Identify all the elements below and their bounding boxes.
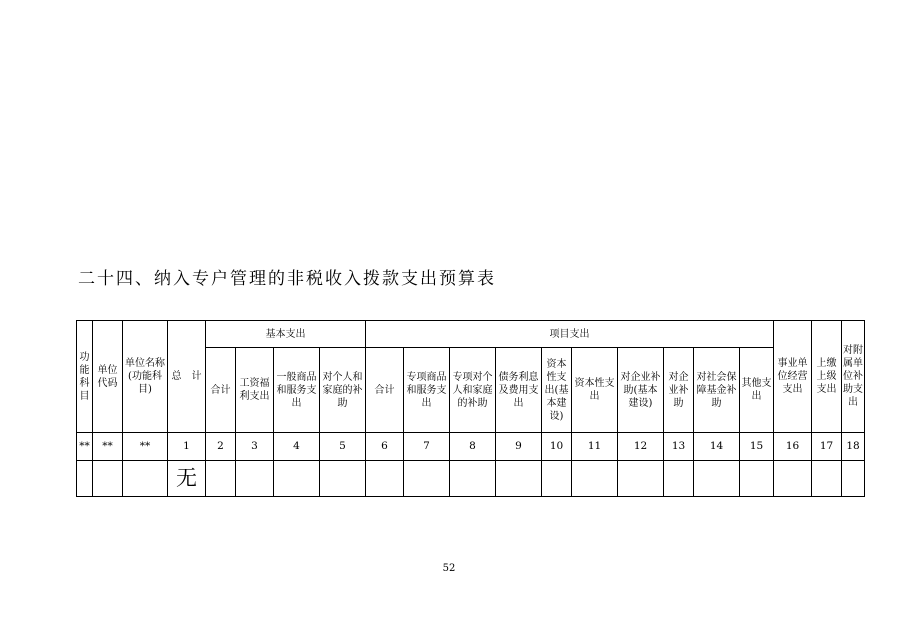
page-number: 52 xyxy=(442,563,456,574)
table-title: 二十四、纳入专户管理的非税收入拨款支出预算表 xyxy=(78,269,496,289)
index-cell: ** xyxy=(123,433,168,461)
data-cell xyxy=(236,461,274,497)
index-cell: ** xyxy=(93,433,123,461)
header-total: 总 计 xyxy=(168,321,206,433)
index-cell: 12 xyxy=(618,433,664,461)
data-cell xyxy=(812,461,842,497)
data-cell xyxy=(842,461,865,497)
header-project-col: 专项商品和服务支出 xyxy=(404,348,450,433)
data-cell xyxy=(93,461,123,497)
index-cell: ** xyxy=(77,433,93,461)
data-cell xyxy=(572,461,618,497)
header-project-col: 专项对个人和家庭的补助 xyxy=(450,348,496,433)
data-cell xyxy=(320,461,366,497)
index-cell: 11 xyxy=(572,433,618,461)
index-cell: 14 xyxy=(694,433,740,461)
index-cell: 9 xyxy=(496,433,542,461)
header-basic-col: 工资福利支出 xyxy=(236,348,274,433)
data-cell xyxy=(206,461,236,497)
header-basic-col: 合计 xyxy=(206,348,236,433)
index-cell: 10 xyxy=(542,433,572,461)
data-cell xyxy=(77,461,93,497)
data-cell xyxy=(694,461,740,497)
header-project-col: 对社会保障基金补助 xyxy=(694,348,740,433)
data-cell xyxy=(774,461,812,497)
header-project-col: 对企业补助 xyxy=(664,348,694,433)
header-upper: 上缴上级支出 xyxy=(812,321,842,433)
header-unit-code: 单位代码 xyxy=(93,321,123,433)
header-project-col: 合计 xyxy=(366,348,404,433)
index-cell: 6 xyxy=(366,433,404,461)
data-cell xyxy=(496,461,542,497)
data-cell-total: 无 xyxy=(168,461,206,497)
header-func-subject: 功能科目 xyxy=(77,321,93,433)
header-affiliated: 对附属单位补助支出 xyxy=(842,321,865,433)
index-cell: 3 xyxy=(236,433,274,461)
data-cell xyxy=(366,461,404,497)
data-cell xyxy=(740,461,774,497)
header-project: 项目支出 xyxy=(366,321,774,348)
data-cell xyxy=(274,461,320,497)
header-basic: 基本支出 xyxy=(206,321,366,348)
index-cell: 2 xyxy=(206,433,236,461)
header-project-col: 债务利息及费用支出 xyxy=(496,348,542,433)
header-project-col: 资本性支出 xyxy=(572,348,618,433)
data-cell xyxy=(450,461,496,497)
data-cell xyxy=(542,461,572,497)
index-cell: 13 xyxy=(664,433,694,461)
index-cell: 5 xyxy=(320,433,366,461)
header-project-col: 资本性支出(基本建设) xyxy=(542,348,572,433)
data-cell xyxy=(404,461,450,497)
index-cell: 4 xyxy=(274,433,320,461)
header-basic-col: 一般商品和服务支出 xyxy=(274,348,320,433)
header-project-col: 其他支出 xyxy=(740,348,774,433)
index-cell: 16 xyxy=(774,433,812,461)
index-cell: 7 xyxy=(404,433,450,461)
data-cell xyxy=(664,461,694,497)
data-cell xyxy=(123,461,168,497)
index-cell: 17 xyxy=(812,433,842,461)
header-business: 事业单位经营支出 xyxy=(774,321,812,433)
index-cell: 18 xyxy=(842,433,865,461)
data-cell xyxy=(618,461,664,497)
budget-table xyxy=(76,320,865,497)
index-cell: 15 xyxy=(740,433,774,461)
header-project-col: 对企业补助(基本建设) xyxy=(618,348,664,433)
index-cell: 1 xyxy=(168,433,206,461)
header-basic-col: 对个人和家庭的补助 xyxy=(320,348,366,433)
index-cell: 8 xyxy=(450,433,496,461)
header-unit-name: 单位名称(功能科目) xyxy=(123,321,168,433)
